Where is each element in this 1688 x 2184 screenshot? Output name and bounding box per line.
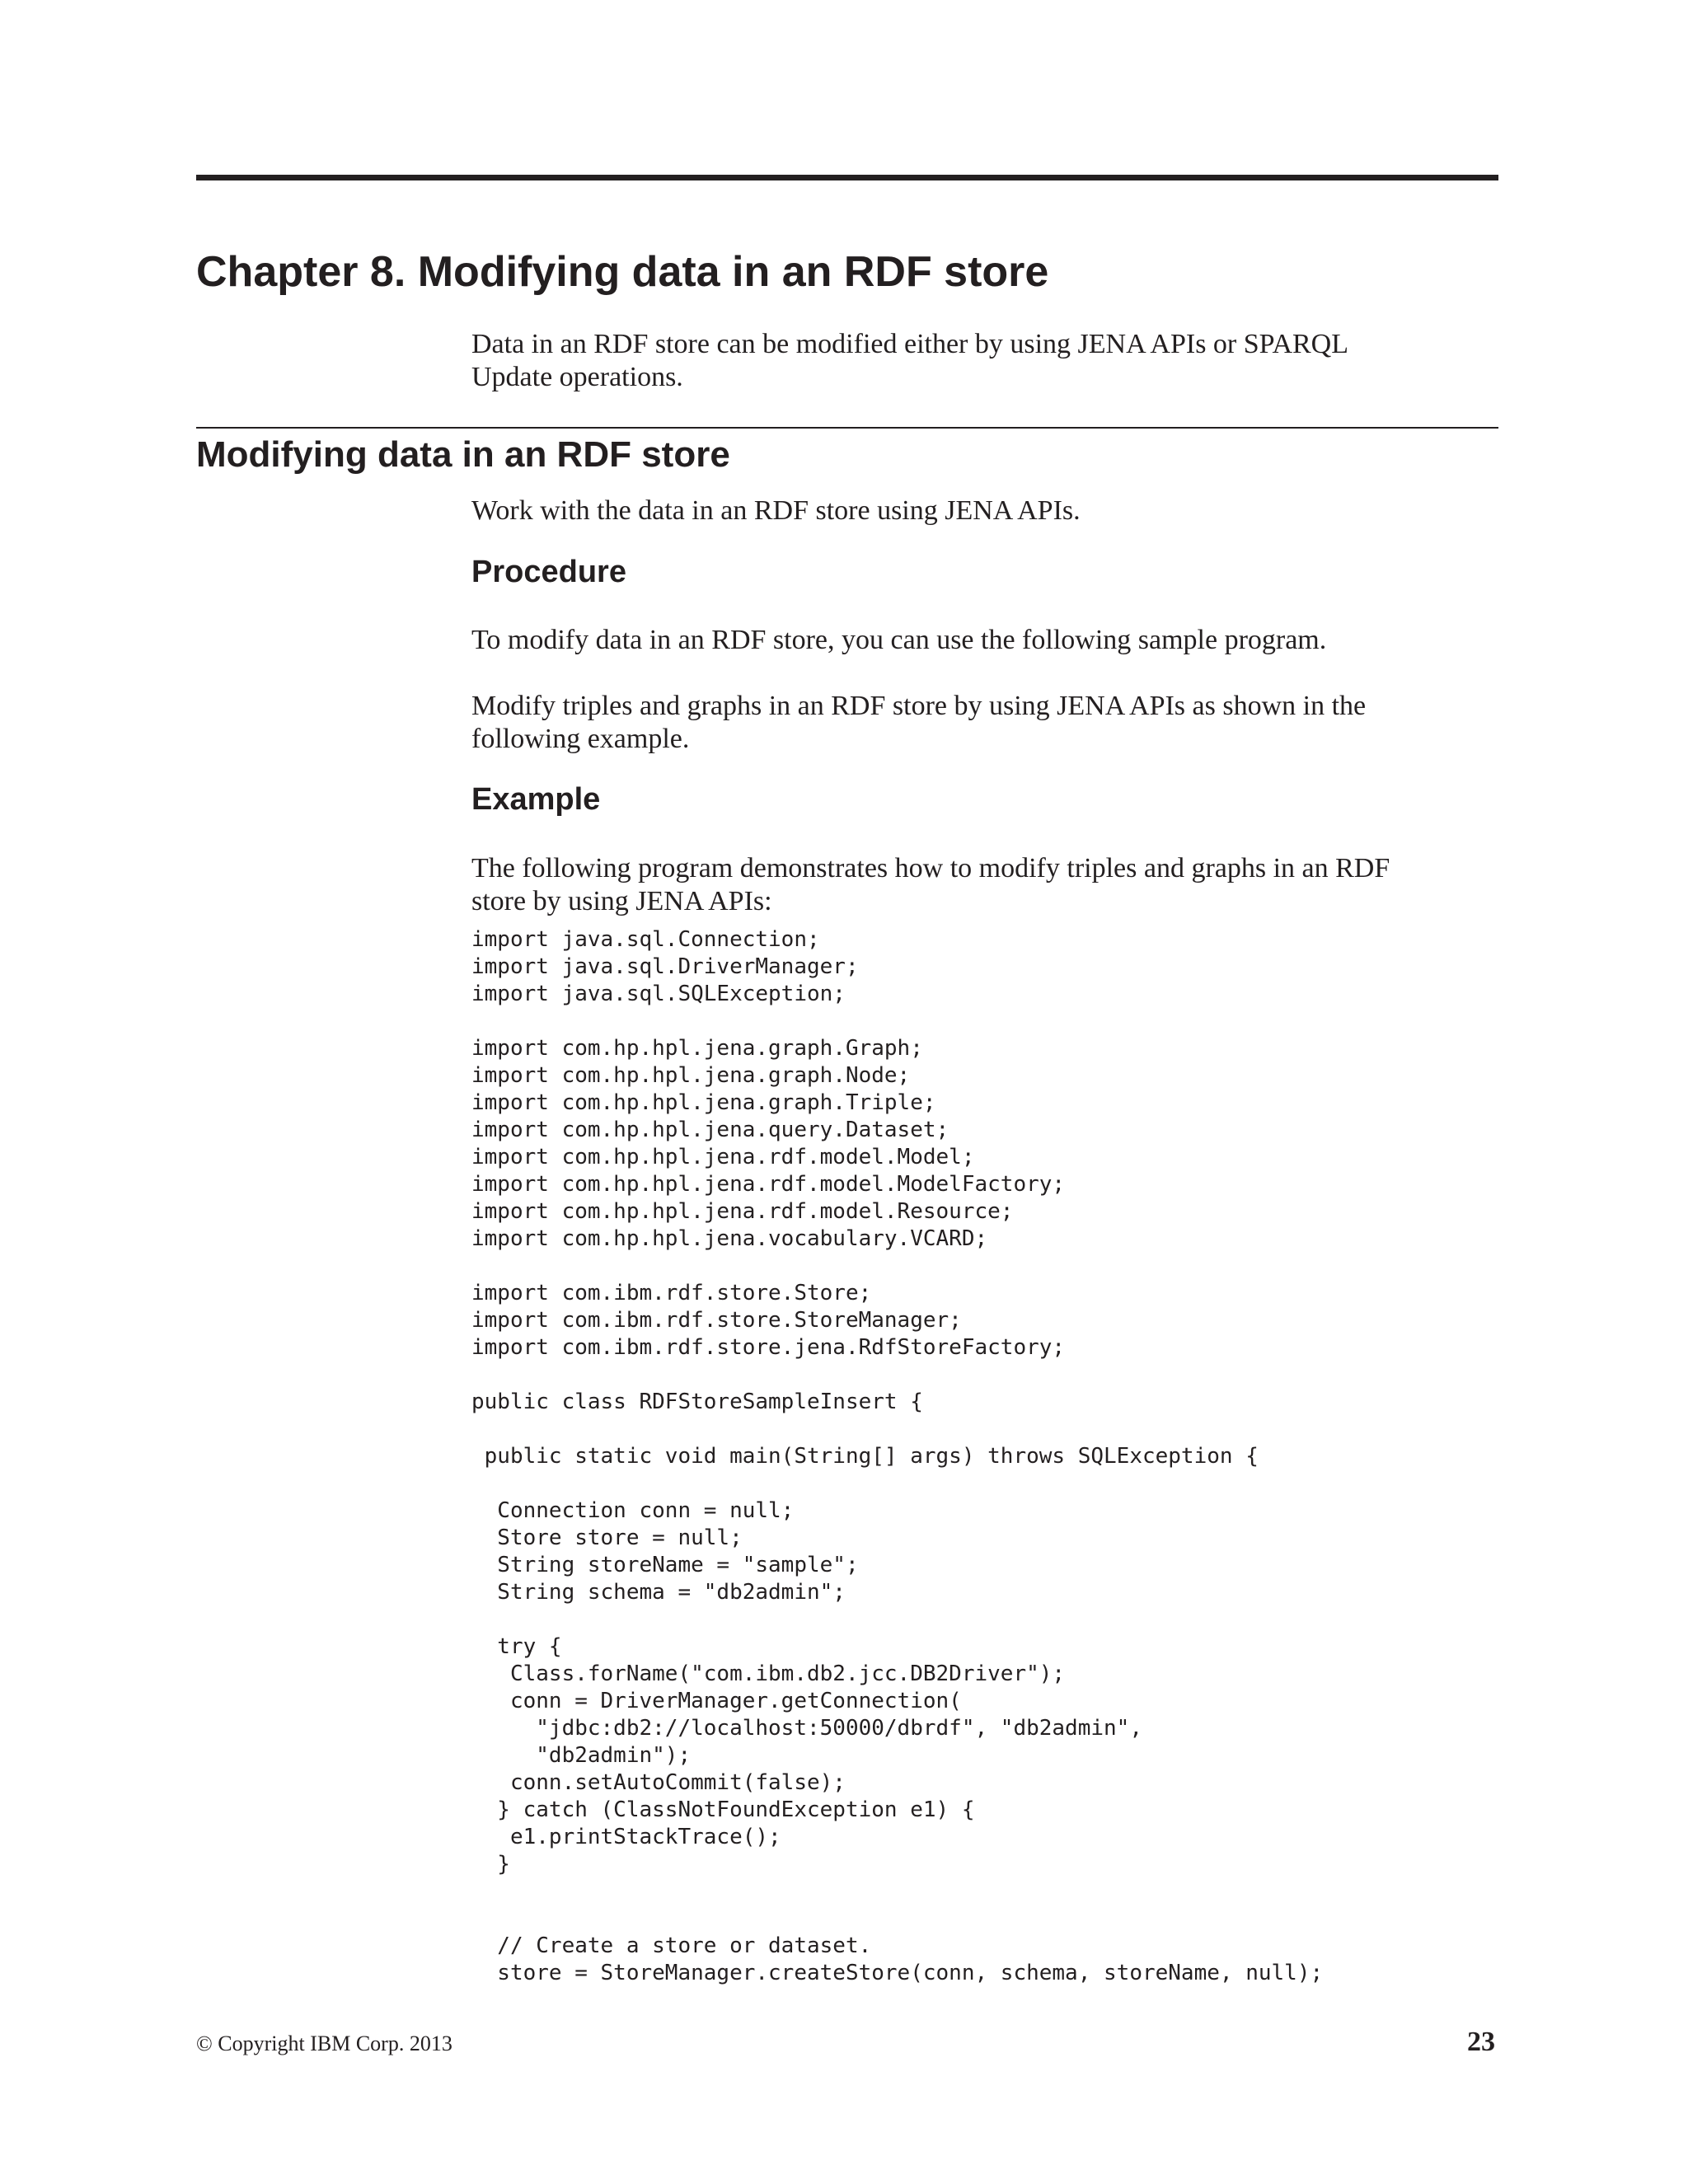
code-sample: import java.sql.Connection; import java.sql.DriverManager; import java.sql.SQLException; import com.hp.hpl.jena.graph.Graph; import com.hp.hpl.jena.graph.Node; import com.hp.hpl.jena.graph.Triple; import com.hp.hpl.jena.query.Dataset; import com.hp.hpl.jena.rdf.model.Model; import com.hp.hpl.jena.rdf.model.ModelFactory; import com.hp.hpl.jena.rdf.model.Resource; import com.hp.hpl.jena.vocabulary.VCARD; import com.ibm.rdf.store.Store; import com.ibm.rdf.store.StoreManager; import com.ibm.rdf.store.jena.RdfStoreFactory; public class RDFStoreSampleInsert { public static void main(String[] args) throws SQLException { Connection conn = null; Store store = null; String storeName = "sample"; String schema = "db2admin"; try { Class.forName("com.ibm.db2.jcc.DB2Driver"); conn = DriverManager.getConnection( "jdbc:db2://localhost:50000/dbrdf", "db2admin", "db2admin"); conn.setAutoCommit(false); } catch (ClassNotFoundException e1) { e1.printStackTrace(); } // Create a store or dataset. store = StoreManager.createStore(conn, schema, storeName, null);	[471, 927, 1324, 1985]
chapter-top-rule	[196, 175, 1498, 180]
procedure-text-2-line-2: following example.	[471, 724, 690, 754]
procedure-text-2-line-1: Modify triples and graphs in an RDF store by using JENA APIs as shown in the	[471, 691, 1367, 721]
procedure-text-1: To modify data in an RDF store, you can use the following sample program.	[471, 625, 1327, 655]
procedure-heading: Procedure	[471, 555, 626, 589]
example-text-line-2: store by using JENA APIs:	[471, 886, 772, 916]
example-heading: Example	[471, 782, 601, 817]
section-lead: Work with the data in an RDF store using JENA APIs.	[471, 495, 1081, 526]
section-title: Modifying data in an RDF store	[196, 434, 730, 475]
chapter-intro	[471, 328, 1348, 394]
example-text	[471, 852, 1390, 918]
chapter-title: Chapter 8. Modifying data in an RDF store	[196, 248, 1049, 296]
copyright-notice: © Copyright IBM Corp. 2013	[196, 2032, 452, 2055]
procedure-text-2	[471, 690, 1366, 756]
example-text-line-1: The following program demonstrates how to modify triples and graphs in an RDF	[471, 853, 1390, 883]
page-number: 23	[1467, 2027, 1495, 2057]
section-rule	[196, 427, 1498, 429]
chapter-intro-line-2: Update operations.	[471, 362, 683, 392]
chapter-intro-line-1: Data in an RDF store can be modified either by using JENA APIs or SPARQL	[471, 329, 1348, 359]
